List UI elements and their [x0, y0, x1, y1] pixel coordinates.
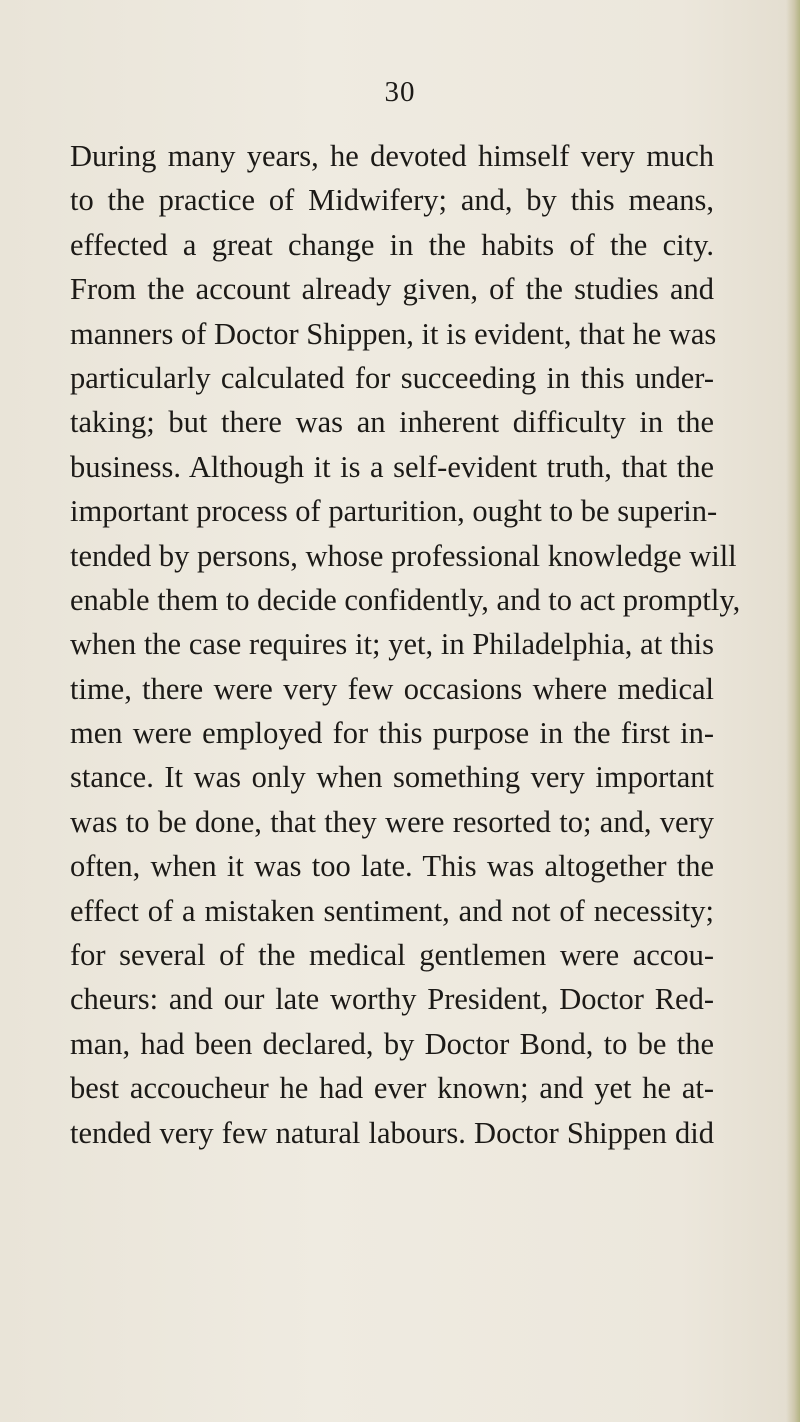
page-edge-shadow	[786, 0, 800, 1422]
text-line: for several of the medical gentlemen were accou-	[70, 938, 714, 973]
text-line: business. Although it is a self-evident truth, that the	[70, 449, 714, 484]
text-line: stance. It was only when something very important	[70, 760, 714, 795]
text-line: manners of Doctor Shippen, it is evident, that he was	[70, 316, 717, 351]
text-line: best accoucheur he had ever known; and yet he at-	[70, 1071, 714, 1106]
text-line: man, had been declared, by Doctor Bond, to be the	[70, 1026, 714, 1061]
text-line: enable them to decide confidently, and to act promptly,	[70, 582, 741, 617]
page-number: 30	[384, 76, 416, 108]
text-line: effected a great change in the habits of the city.	[70, 227, 714, 262]
text-line: men were employed for this purpose in the first in-	[70, 716, 714, 751]
text-line: time, there were very few occasions where medical	[70, 671, 714, 706]
text-line: During many years, he devoted himself very much	[70, 139, 714, 173]
text-line: effect of a mistaken sentiment, and not of necessity;	[70, 893, 714, 928]
text-line: was to be done, that they were resorted to; and, very	[70, 804, 714, 839]
text-line: From the account already given, of the studies and	[70, 272, 714, 307]
text-line: important process of parturition, ought to be superin-	[70, 494, 718, 529]
text-line: often, when it was too late. This was altogether the	[70, 849, 714, 884]
text-line: particularly calculated for succeeding in this under-	[70, 360, 714, 395]
body-text	[70, 134, 741, 1155]
text-line: cheurs: and our late worthy President, Doctor Red-	[70, 982, 714, 1017]
text-line: taking; but there was an inherent difficulty in the	[70, 405, 714, 440]
text-line: tended by persons, whose professional knowledge will	[70, 538, 737, 573]
text-line: when the case requires it; yet, in Philadelphia, at this	[70, 627, 714, 662]
text-line: tended very few natural labours. Doctor Shippen did	[70, 1115, 714, 1150]
text-line: to the practice of Midwifery; and, by this means,	[70, 183, 714, 218]
